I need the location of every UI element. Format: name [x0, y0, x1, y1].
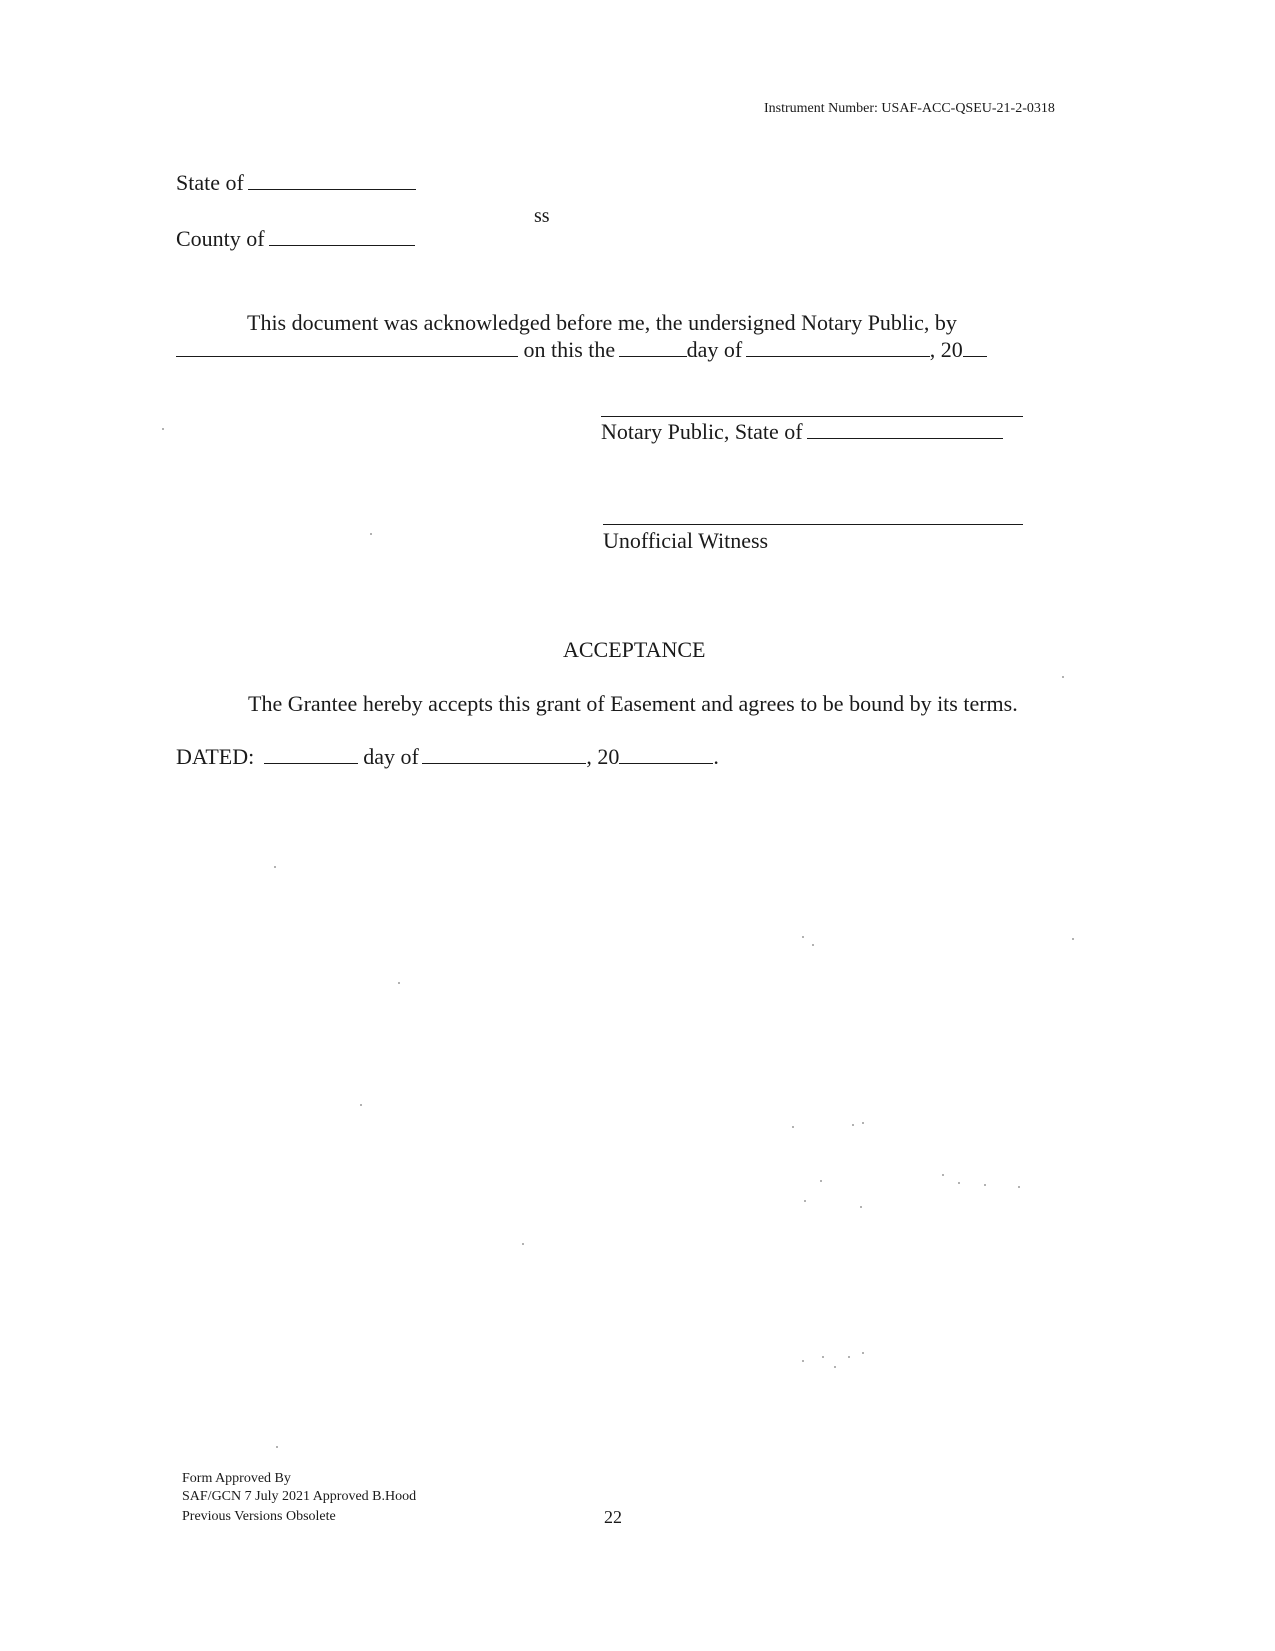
dated-month-blank[interactable] [422, 745, 586, 764]
dated-label: DATED: [176, 744, 255, 769]
scan-speck [802, 1360, 804, 1362]
state-of-label: State of [176, 170, 244, 195]
on-this-the-label: on this the [523, 337, 616, 362]
footer-obsolete-notice: Previous Versions Obsolete [182, 1509, 336, 1524]
ss-label: ss [534, 205, 550, 227]
dated-day-blank[interactable] [264, 745, 358, 764]
ack-year-prefix: , 20 [929, 337, 963, 362]
scan-speck [852, 1124, 854, 1126]
scan-speck [1072, 938, 1074, 940]
notary-signature-line[interactable] [601, 416, 1023, 417]
scan-speck [812, 944, 814, 946]
ack-month-blank[interactable] [746, 338, 930, 357]
scan-speck [360, 1104, 362, 1106]
scan-speck [274, 866, 276, 868]
scan-speck [984, 1184, 986, 1186]
scan-speck [1062, 676, 1064, 678]
scan-speck [162, 428, 164, 430]
scan-speck [834, 1366, 836, 1368]
acceptance-heading: ACCEPTANCE [563, 637, 706, 662]
dated-period: . [713, 744, 719, 769]
scan-speck [792, 1126, 794, 1128]
scan-speck [822, 1356, 824, 1358]
notary-label: Notary Public, State of [601, 419, 803, 444]
scan-speck [398, 982, 400, 984]
acceptance-body: The Grantee hereby accepts this grant of Easement and agrees to be bound by its terms. [248, 691, 1018, 716]
county-of-blank[interactable] [269, 227, 415, 246]
ack-day-of-label: day of [686, 337, 743, 362]
scan-speck [802, 936, 804, 938]
dated-year-prefix: , 20 [586, 744, 620, 769]
notary-state-blank[interactable] [807, 420, 1003, 439]
witness-label: Unofficial Witness [603, 528, 769, 553]
ack-year-blank[interactable] [963, 338, 987, 357]
scan-speck [1018, 1186, 1020, 1188]
dated-day-of-label: day of [363, 744, 419, 769]
scan-speck [522, 1243, 524, 1245]
scan-speck [958, 1182, 960, 1184]
dated-year-blank[interactable] [619, 745, 713, 764]
scan-speck [276, 1446, 278, 1448]
notary-line [601, 419, 1003, 445]
scan-speck [860, 1206, 862, 1208]
acknowledgment-line2 [176, 337, 987, 363]
state-of-line [176, 170, 416, 196]
acknowledger-name-blank[interactable] [176, 338, 518, 357]
footer-approval-line: SAF/GCN 7 July 2021 Approved B.Hood [182, 1489, 417, 1504]
scan-speck [804, 1200, 806, 1202]
scan-speck [820, 1180, 822, 1182]
scan-speck [370, 533, 372, 535]
ack-day-blank[interactable] [619, 338, 687, 357]
page-number: 22 [604, 1507, 622, 1527]
scan-speck [848, 1356, 850, 1358]
footer-form-approved: Form Approved By [182, 1471, 291, 1486]
scan-speck [942, 1174, 944, 1176]
acknowledgment-text: This document was acknowledged before me, the undersigned Notary Public, by [247, 310, 957, 335]
witness-signature-line[interactable] [603, 524, 1023, 525]
county-of-label: County of [176, 226, 265, 251]
scan-speck [862, 1352, 864, 1354]
county-of-line [176, 226, 415, 252]
instrument-number: Instrument Number: USAF-ACC-QSEU-21-2-0318 [764, 101, 1055, 116]
dated-line [176, 744, 719, 770]
scan-speck [862, 1122, 864, 1124]
state-of-blank[interactable] [248, 171, 416, 190]
